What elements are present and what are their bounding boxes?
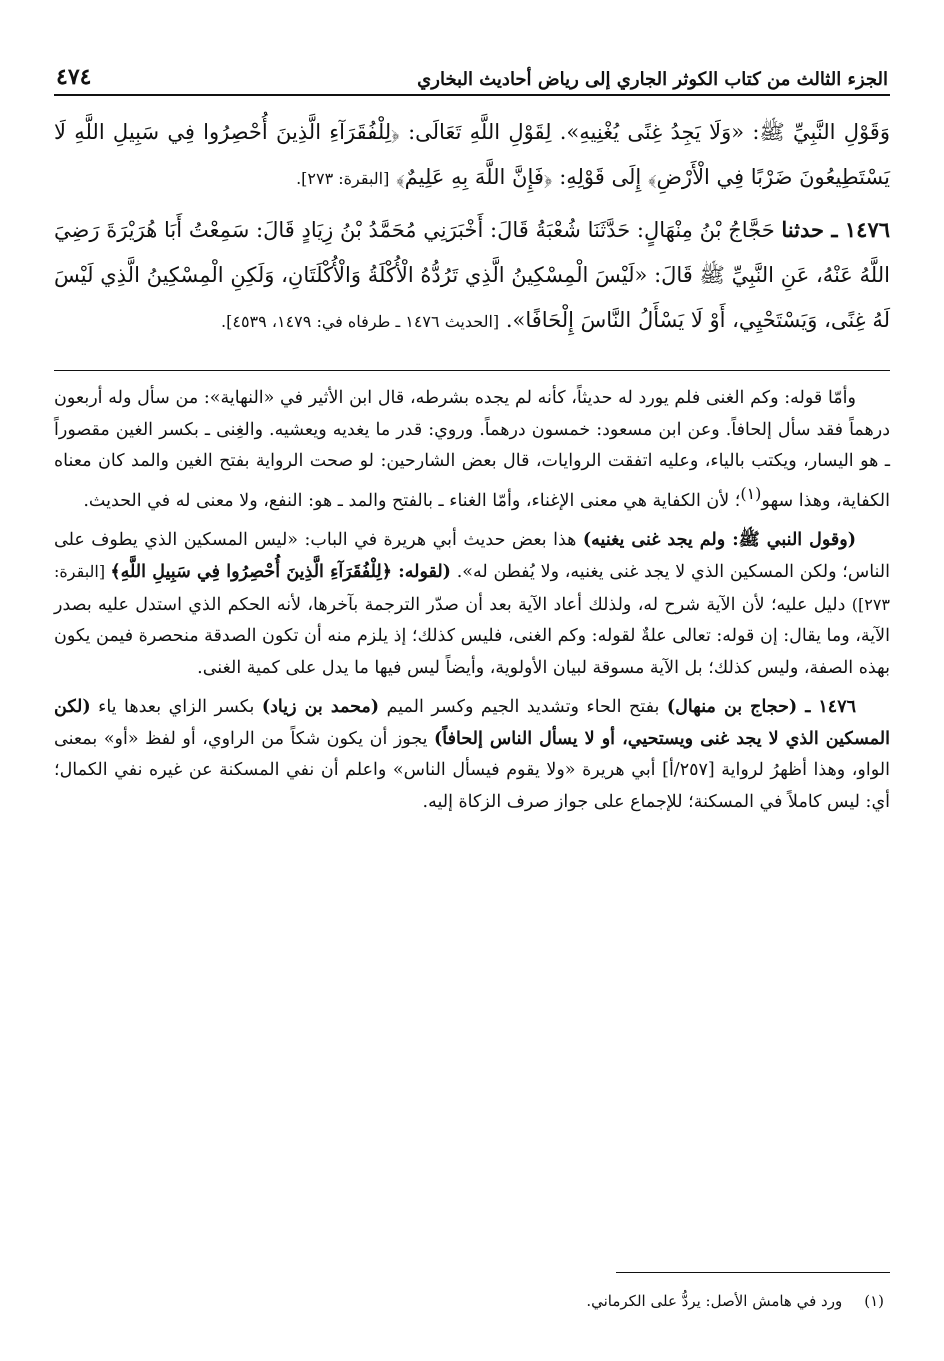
footnote-number: (١) (864, 1292, 884, 1310)
hadith-body: حَجَّاجُ بْنُ مِنْهَالٍ: حَدَّثَنَا شُعْبَةُ قَالَ: أَخْبَرَنِي مُحَمَّدُ بْنُ زِيَادٍ قَالَ: سَمِعْتُ أَبَا هُرَيْرَةَ رَضِيَ اللَّهُ عَنْهُ، عَنِ النَّبِيِّ ﷺ قَالَ: «لَيْسَ الْمِسْكِينُ الَّذِي تَرُدُّهُ الْأُكْلَةُ وَالْأُكْلَتَانِ، وَلَكِنِ الْمِسْكِينُ الَّذِي لَيْسَ لَهُ غِنًى، وَيَسْتَحْيِي، أَوْ لَا يَسْأَلُ النَّاسَ إِلْحَافًا». (54, 218, 890, 332)
commentary-paragraph-1 (54, 383, 890, 517)
commentary-text-2: دليل عليه؛ لأن الآية شرح له، ولذلك أعاد الآية بعد أن صدّر الترجمة بآخرها، لأنه الحكم الذي استدل عليه بصدر الآية، وما يقال: إن قوله: تعالى علةٌ لقوله: وكم الغنى، فليس كذلك؛ إذ يلزم منه أن تكون الصدقة منحصرة فيمن يكون بهذه الصفة، وليس كذلك؛ بل الآية مسوقة لبيان الأولوية، وأيضاً ليس فيها ما يدل على كمية الغنى. (54, 594, 890, 678)
running-title: الجزء الثالث من كتاب الكوثر الجاري إلى رياض أحاديث البخاري (417, 69, 888, 90)
commentary-text-2: بكسر الزاي بعدها ياء (90, 697, 262, 718)
lemma-bold: (وقول النبي ﷺ: ولم يجد غنى يغنيه) (582, 529, 856, 550)
commentary-block (54, 383, 890, 818)
footnote (586, 1292, 884, 1310)
commentary-paragraph-3 (54, 692, 890, 818)
page-number: ٤٧٤ (56, 64, 92, 90)
section-divider (54, 370, 890, 371)
lemma-bold-3: (لكن المسكين الذي لا يجد غنى ويستحيي، أو لا يسأل الناس إلحافاً) (54, 697, 890, 749)
chapter-intro-text: وَقَوْلِ النَّبِيِّ ﷺ: «وَلَا يَجِدُ غِنًى يُغْنِيهِ». لِقَوْلِ اللَّهِ تَعَالَى: ﴿لِلْفُقَرَآءِ الَّذِينَ أُحْصِرُوا فِي سَبِيلِ اللَّهِ لَا يَسْتَطِيعُونَ ضَرْبًا فِي الْأَرْضِ﴾ إِلَى قَوْلِهِ: ﴿فَإِنَّ اللَّهَ بِهِ عَلِيمٌ﴾ (54, 120, 890, 189)
lemma-bold-2: (محمد بن زياد) (261, 697, 380, 718)
quran-reference: [البقرة: ٢٧٣]. (296, 169, 390, 188)
footnote-marker: (١) (740, 483, 762, 503)
commentary-text-3: يجوز أن يكون شكاً من الراوي، أو لفظ «أو» بمعنى الواو، وهذا أظهرُ لرواية [٢٥٧/أ] أبي هريرة «ولا يقوم فيسأل الناس» واعلم أن نفي المسكنة عن غيره نفي الكمال؛ أي: ليس كاملاً في المسكنة؛ للإجماع على جواز صرف الزكاة إليه. (54, 728, 890, 812)
hadith-text-block (54, 110, 890, 344)
footnote-divider (616, 1272, 890, 1273)
book-page (54, 52, 891, 1310)
lemma-bold-2: (لقوله: ﴿لِلْفُقَرَآءِ الَّذِينَ أُحْصِرُوا فِي سَبِيلِ اللَّهِ﴾ (110, 562, 451, 583)
commentary-text: وأمّا قوله: وكم الغنى فلم يورد له حديثاً، كأنه لم يجده بشرطه، قال ابن الأثير في «النهاية»: من سأل وله أربعون درهماً فقد سأل إلحافاً. وعن ابن مسعود: خمسون درهماً. وروي: قدر ما يغديه ويعشيه. والغِنى ـ بكسر الغين مقصوراً ـ هو اليسار، ويكتب بالياء، وعليه اتفقت الروايات، قال بعض الشارحين: لو صحت الرواية بفتح الغين والمد كان معناه الكفاية، وهذا سهو (54, 388, 890, 511)
hadith-reference: [الحديث ١٤٧٦ ـ طرفاه في: ١٤٧٩، ٤٥٣٩]. (221, 312, 500, 331)
footnote-text: ورد في هامش الأصل: يردُّ على الكرماني. (586, 1292, 843, 1310)
hadith-number: ١٤٧٦ ـ حدثنا (781, 217, 891, 242)
commentary-text: بفتح الحاء وتشديد الجيم وكسر الميم (379, 697, 667, 718)
commentary-text: هذا بعض حديث أبي هريرة في الباب: «ليس المسكين الذي يطوف على الناس؛ ولكن المسكين الذي لا يجد غنى يغنيه، ولا يُفطن له». (54, 529, 891, 583)
lemma-bold: ١٤٧٦ ـ (حجاج بن منهال) (666, 697, 856, 718)
chapter-intro (54, 110, 890, 201)
commentary-paragraph-2 (54, 525, 890, 685)
hadith-paragraph (54, 207, 890, 344)
commentary-text-tail: ؛ لأن الكفاية هي معنى الإغناء، وأمّا الغناء ـ بالفتح والمد ـ هو: النفع، ولا معنى له في الحديث. (83, 490, 741, 511)
page-header (54, 52, 890, 96)
quran-reference: [البقرة: ٢٧٣]) (54, 562, 890, 614)
